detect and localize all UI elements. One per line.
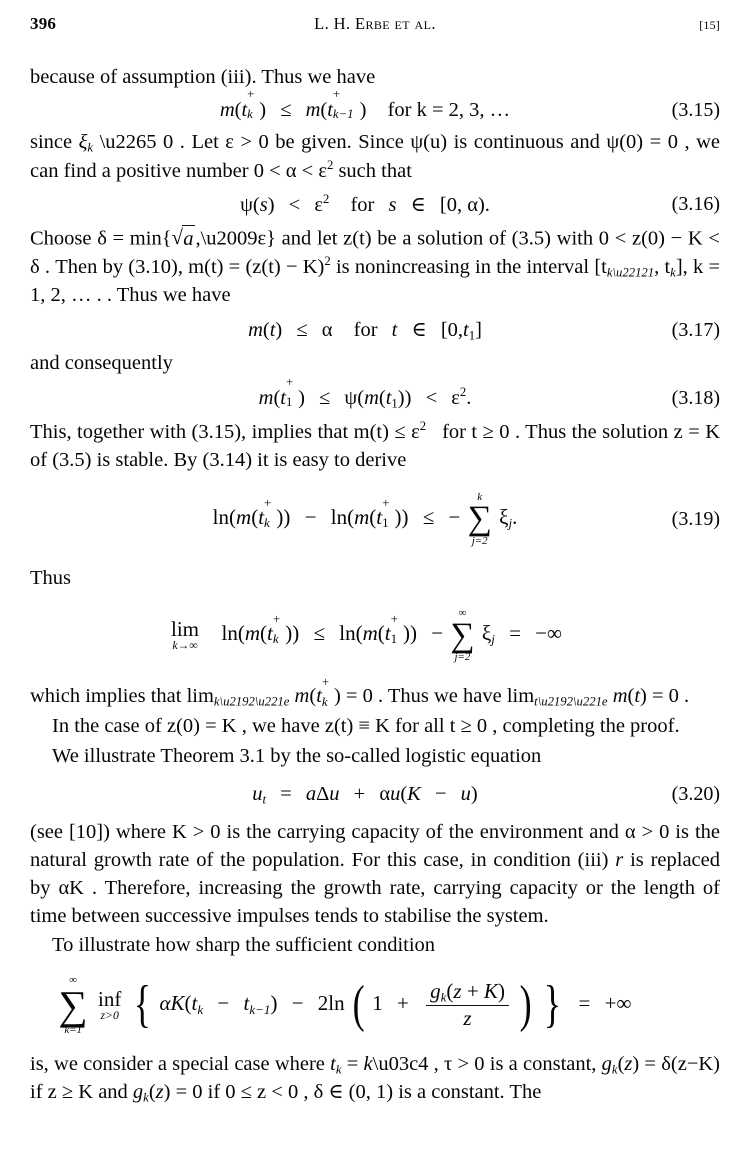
eqbig-ln: ln [328,991,345,1016]
equation-3-19-number: (3.19) [671,507,720,530]
p8-z-equiv-K: z(t) ≡ K [324,715,390,738]
p3-mid4: is nonincreasing in the interval [330,256,595,279]
equation-3-20-body: $u_t = a\Delta u + \alpha u(K - u)$ [252,782,478,807]
eq317-interval-sub: 1 [468,328,476,343]
p3-m-def: m(t) = (z(t) − K) [188,256,325,279]
p3-k-values: k = 1, 2, … . [30,256,721,306]
p3-interval: [t [594,256,607,279]
p12-delta-zK: δ(z−K) [661,1052,721,1075]
p2-xi: ξ [78,130,88,153]
eq316-relation: < [288,194,301,217]
eqbig-inf-under: z>0 [100,1009,119,1023]
eq315-tk-plus: + k [247,87,255,122]
paragraph-which-implies: which implies that $\lim_{k\backslash u2192\backslash u221e} m(t$ + k ) = 0 . Thus we have $\lim_{t\backslash u2192\backslash u221e} m(t) = 0$ . [30,674,690,709]
eqbig-pos-inf: +∞ [604,991,632,1016]
p8-text-a: In the case of [52,715,167,738]
p3-sqrt-a: √ a [172,224,196,253]
eq315-m2: m [305,98,321,121]
eqbig-inf-name: inf [97,987,122,1012]
paragraph-choose-delta: Choose δ = min{ √ a,\u2009ε} and let z(t) be a solution of (3.5) with 0 < z(0) − K < δ . Then by (3.10), $m(t) = (z(t) - K)^2$ is nonincreasing in the interval [$t_{k\backslash u22121}$, $t_k$], k = 1, 2, … . . Thus we have [30,224,720,310]
p10-r: r [615,849,624,872]
p3-lead: Choose [30,227,98,250]
eq318-m1: m [258,386,274,409]
equation-3-19-body: ln(m(t + k )) − ln(m(t + 1 )) ≤ − k ∑ j=2 $\xi_j$. [212,490,518,547]
p5-m-le-eps: m(t) ≤ ε [353,421,420,444]
p12-z-range: 0 ≤ z < 0 [225,1080,299,1103]
equation-3-20 [30,783,720,808]
eq320-u: u [252,782,263,805]
eq318-t1: t [280,386,286,409]
eq319-xi: ξ [499,504,509,529]
eq318-psi: ψ [344,386,358,409]
eq318-eps: ε [451,386,460,409]
equation-sufficient-condition-body: ∞ ∑ k=1 inf z>0 { $\alpha K(t_k - t_{k-1}) - 2\ln$ ( 1 + $\frac{g_k(z + K)}{z}$ ) } = +∞ [58,974,632,1037]
eq316-eps: ε [314,194,323,217]
paragraph-because-of-assumption: because of assumption (iii). Thus we have [30,66,376,88]
p7-text-b: . Thus we have [372,685,507,708]
eq316-for: for [350,194,375,217]
p12-gk-zero: = 0 [175,1080,203,1103]
eq320-minus: − [434,782,447,805]
equation-3-18-number: (3.18) [671,386,720,409]
eq319-t1-plus: + 1 [382,494,390,531]
eq317-for: for [353,318,378,341]
p10-text-b: is the carrying capacity of the environment and [220,821,625,844]
p2-psi-u: ψ(u) [410,130,448,153]
eq318-relation: ≤ [319,386,331,409]
eqlim-t1-plus: + 1 [390,610,398,647]
eqbig-minus-2: − [291,991,304,1016]
eqlim-neg-inf: −∞ [535,621,562,646]
equation-3-17-number: (3.17) [671,318,720,341]
eq320-plus: + [353,782,366,805]
eqbig-equals: = [578,991,591,1016]
running-head [30,14,720,34]
p10-text-c: is the natural growth rate of the population. For this case, in condition (iii) [30,821,720,872]
eqlim-xi: ξ [481,621,492,646]
eqlim-sum-lower: j=2 [454,650,471,663]
eq316-s: s [259,194,268,217]
eq319-ln2: ln [330,504,348,529]
eq315-t1: t [241,98,248,121]
p2-text-b: . Let [173,130,226,153]
eq319-sum-lower: j=2 [471,534,488,547]
p12-tk: t [330,1052,336,1075]
sum-icon: ∑ [450,616,475,654]
equation-3-15-number: (3.15) [671,98,720,121]
eq320-K: K [407,782,421,805]
p3-mid3: . Then by (3.10), [39,256,189,279]
eq318-t2: t [385,386,392,409]
eq319-sum-upper: k [477,490,483,503]
limit-name: lim [171,617,200,642]
eq319-summation [468,491,492,547]
eq317-in: ∈ [411,318,427,341]
p10-text-a: (see [10]) where [30,821,172,844]
equation-limit-body: lim k→∞ ln(m(t + k )) ≤ ln(m(t + 1 )) − ∞ ∑ j=2 $\xi_j$ = −∞ [171,607,562,663]
eq319-ln1: ln [212,504,230,529]
p10-text-d: is replaced by [30,849,721,899]
p5-text-c: of (3.5) is stable. By (3.14) it is easy to derive [30,449,407,472]
eq315-tkm1-plus: + k−1 [332,87,354,122]
eq320-laplacian: Δ [316,782,330,805]
eq319-tk-plus: + k [264,494,272,531]
p10-text-e: . Therefore, increasing the growth rate, carrying capacity or the length of time between successive impulses tends to stabilise the system. [30,876,720,927]
p2-eps-gt-0: ε > 0 [225,130,269,153]
p3-tail: . Thus we have [101,283,231,306]
p2-text-a: since [30,130,79,153]
eqbig-frac-num: $g_k(z + K)$ [430,979,505,1005]
eq318-relation-2: < [425,386,438,409]
eqbig-sum-lower: k=1 [64,1024,82,1037]
p12-z-ge-K: z ≥ K [47,1080,94,1103]
paragraph-to-illustrate-how-sharp: To illustrate how sharp the sufficient condition [52,934,436,957]
equation-3-17 [30,317,720,344]
eq319-minus: − [304,504,317,529]
eqlim-relation: ≤ [313,621,326,646]
eqlim-xi-sub: j [491,631,495,647]
eqbig-summation [59,974,88,1037]
sum-icon: ∑ [467,500,492,538]
p3-eps: ε [257,227,267,250]
p8-text-c: for all [389,715,450,738]
eq318-m2: m [364,386,379,409]
p3-delta-min: δ = min{ [97,227,172,250]
p2-alpha-bound: 0 < α < ε [253,159,327,182]
equation-3-20-number: (3.20) [671,783,720,806]
eq315-m1: m [219,98,235,121]
running-head-authors: L. H. Erbe et al. [314,14,436,33]
eq317-interval-t: t [463,318,469,341]
limit-operator [171,618,199,652]
eqlim-minus: − [431,621,444,646]
p2-text-f: such that [333,159,412,182]
eq316-in: ∈ [410,194,426,217]
p12-tau-gt-0: τ > 0 [444,1052,485,1075]
eq319-relation: ≤ [422,504,435,529]
equation-3-18 [30,375,720,411]
equation-3-19 [30,491,720,547]
eq320-sub-t: t [262,792,267,807]
p7-text-a: which implies that [30,685,187,708]
eqlim-sum-upper: ∞ [458,607,467,620]
p2-psi-zero: ψ(0) = 0 [606,130,678,153]
paragraph-thus: Thus [30,567,71,590]
equation-3-18-body: m(t + 1 ) ≤ $\psi(m(t_1)) < \varepsilon^2$. [258,375,472,411]
equation-3-16-number: (3.16) [671,193,720,216]
eq317-relation: ≤ [296,318,308,341]
eq317-cond-t: t [391,318,398,341]
p10-alpha-gt-0: α > 0 [624,821,670,844]
eq315-relation: ≤ [280,98,292,121]
eq319-xi-sub: j [508,515,513,531]
p3-mid2: be a solution of (3.5) with [371,227,599,250]
p5-text-a: This, together with (3.15), implies that [30,421,354,444]
eqlim-equals: = [509,621,521,646]
eqbig-one: 1 [372,991,383,1016]
eq317-interval-close: ] [475,318,482,341]
running-head-issue: [15] [699,18,720,32]
p5-z-eq-K: z = K [673,421,721,444]
equation-sufficient-condition [30,974,720,1037]
eq316-exp: 2 [322,192,330,207]
limit-subscript: k→∞ [172,639,198,653]
equation-3-16 [30,192,720,217]
eq317-alpha: α [321,318,333,341]
p10-K-gt-0: K > 0 [171,821,221,844]
paragraph-since-xi: since $\xi_k$ \u2265 0 . Let ε > 0 be given. Since ψ(u) is continuous and ψ(0) = 0 , we can find a positive number $0 < \alpha < \varepsilon^2$ such that [30,130,721,182]
eqlim-tk-plus: + k [272,610,281,647]
eq318-t1-plus: + 1 [286,375,294,410]
eqbig-plus: + [397,991,409,1016]
p8-t-ge-zero: t ≥ 0 [449,715,488,738]
eqbig-two: 2 [317,991,329,1016]
eqbig-frac-den: z [426,1005,509,1031]
eq319-neg: − [448,504,461,529]
p3-z-t: z(t) [343,227,372,250]
paragraph-we-illustrate-theorem: We illustrate Theorem 3.1 by the so-called logistic equation [52,744,542,767]
p12-text-a: is, we consider a special case where [30,1052,331,1075]
p7-text-c: . [678,685,690,708]
sum-icon: ∑ [58,982,88,1028]
equation-3-15-body: m(t + k ) ≤ m(t + k−1 ) for k = 2, 3, … [219,87,511,122]
paragraph-this-together-with: This, together with (3.15), implies that $m(t) \le \varepsilon^2$ for t ≥ 0 . Thus the solution z = K of (3.5) is stable. By (3.14) it is easy to derive [30,419,721,472]
p3-mid: and let [275,227,344,250]
eq316-cond-s: s [388,194,397,217]
p2-text-e: , we can find a positive number [30,130,721,182]
eqbig-infimum [98,988,121,1022]
eq316-psi: ψ [240,194,253,217]
equation-3-17-body: m(t) ≤ α for t ∈ $[0,t_1]$ [248,318,482,343]
equation-limit [30,607,720,663]
p12-text-c: is a constant, [484,1052,602,1075]
eqbig-sum-upper: ∞ [69,974,78,987]
eq320-a: a [305,782,317,805]
p12-text-e: and [93,1080,133,1103]
p12-text-d: if [30,1080,48,1103]
p12-text-g: , [298,1080,314,1103]
eqbig-fraction [426,980,509,1031]
p8-text-d: , completing the proof. [487,715,680,738]
p12-text-f: if [202,1080,226,1103]
paragraph-and-consequently: and consequently [30,352,173,375]
p5-text-b: . Thus the solution [509,421,674,444]
p10-alpha-K: αK [58,876,84,899]
p3-z0-bound: 0 < z(0) − K < δ [30,227,720,279]
paragraph-see-10-where [30,819,720,930]
paragraph-in-the-case-of [30,713,720,741]
eqlim-ln2: ln [339,621,356,646]
eq315-t2: t [327,98,333,121]
equation-3-15 [30,87,720,122]
eq317-m: m [248,318,263,341]
p12-text-b: , [428,1052,445,1075]
p8-z0-eq-K: z(0) = K [166,715,237,738]
eq318-exp: 2 [459,385,467,400]
eq320-alpha: α [379,782,391,805]
p7-tk-plus: + k [321,674,330,709]
p12-text-h: is a constant. The [393,1080,542,1103]
eqlim-ln1: ln [221,621,238,646]
p12-gk: g [601,1052,612,1075]
eqlim-summation [450,607,474,663]
paragraph-special-case: is, we consider a special case where $t_k$ = k\u03c4 , τ > 0 is a constant, $g_k(z) = \delta(z-K)$ if z ≥ K and $g_k(z) = 0$ if 0 ≤ z < 0 , δ ∈ (0, 1) is a constant. The [30,1052,721,1105]
p12-delta-range: δ ∈ (0, 1) [313,1080,394,1103]
p2-text-d: is continuous and [447,130,607,153]
eq315-condition: for k = 2, 3, … [387,98,511,121]
equation-3-16-body: $\psi(s) < \varepsilon^2$ for s ∈ [0, α). [240,192,490,217]
eq317-interval-open: [0, [440,318,464,341]
p2-text-c: be given. Since [268,130,411,153]
p8-text-b: , we have [236,715,325,738]
page-folio: 396 [30,14,57,33]
eq317-t: t [269,318,276,341]
eq320-equals: = [280,782,292,805]
eq316-interval: [0, α). [439,194,490,217]
eqbig-alphaK: αK [159,991,185,1016]
p5-t-ge-0: for t ≥ 0 [442,421,510,444]
